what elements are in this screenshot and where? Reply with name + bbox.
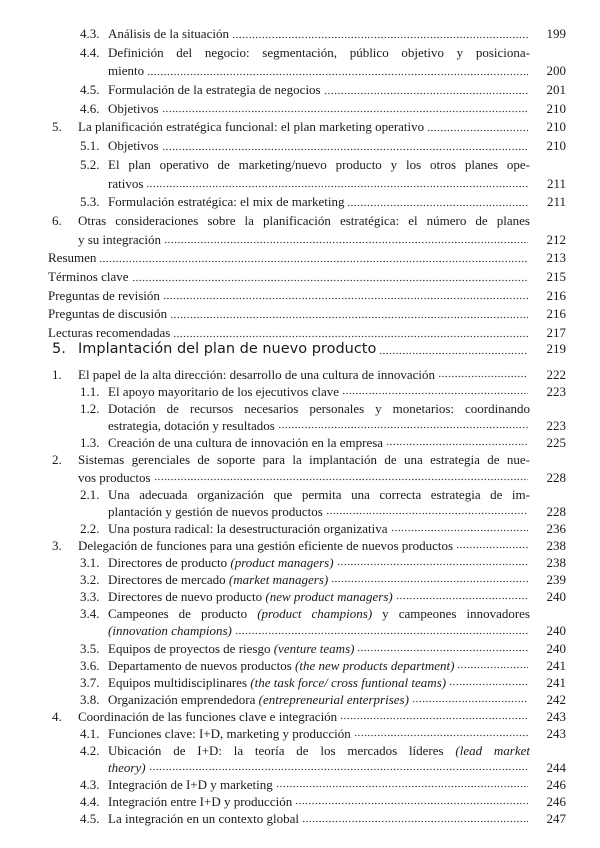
- toc-entry[interactable]: [0, 640, 600, 657]
- entry-title: Objetivos: [108, 100, 159, 116]
- entry-page-number: 243: [546, 708, 566, 724]
- entry-title: Sistemas gerenciales de soporte para la implantación de una estrategia de nue-: [78, 452, 530, 468]
- entry-page-number: 239: [546, 572, 566, 588]
- toc-entry[interactable]: [0, 383, 600, 400]
- dot-leader: [170, 305, 528, 319]
- entry-page-number: 236: [546, 520, 566, 536]
- entry-title: Ubicación de I+D: la teoría de los mercados líderes: [108, 743, 456, 759]
- entry-title: (lead market: [455, 743, 530, 759]
- dot-leader: [357, 640, 528, 652]
- entry-page-number: 210: [546, 119, 566, 135]
- entry-title: Equipos de proyectos de riesgo: [108, 640, 274, 656]
- entry-number: 4.6.: [80, 100, 100, 116]
- entry-number: 5.1.: [80, 138, 100, 154]
- entry-page-number: 216: [546, 287, 566, 303]
- entry-number: 3.4.: [80, 606, 100, 622]
- entry-page-number: 200: [546, 63, 566, 79]
- dot-leader: [164, 231, 528, 245]
- entry-number: 4.5.: [80, 82, 100, 98]
- entry-number: 3.2.: [80, 572, 100, 588]
- toc-entry[interactable]: [0, 588, 600, 605]
- dot-leader: [379, 338, 528, 355]
- toc-entry[interactable]: [0, 708, 600, 725]
- entry-page-number: 225: [546, 435, 566, 451]
- dot-leader: [278, 417, 528, 429]
- dot-leader: [147, 62, 528, 76]
- entry-page-number: 244: [546, 760, 566, 776]
- entry-number: 3.8.: [80, 691, 100, 707]
- entry-title: Campeones de producto: [108, 606, 258, 622]
- dot-leader: [154, 469, 528, 481]
- dot-leader: [354, 725, 528, 737]
- dot-leader: [386, 434, 528, 446]
- entry-title: Dotación de recursos necesarios personales y monetarios: coordinando: [108, 401, 530, 417]
- dot-leader: [232, 25, 528, 39]
- entry-page-number: 238: [546, 555, 566, 571]
- toc-entry-continuation[interactable]: [0, 469, 600, 486]
- dot-leader: [295, 793, 528, 805]
- entry-title: Departamento de nuevos productos: [108, 657, 296, 673]
- toc-section-bottom: [0, 366, 600, 828]
- dot-leader: [162, 100, 528, 114]
- entry-page-number: 217: [546, 325, 566, 340]
- entry-title: Directores de mercado: [108, 572, 229, 588]
- toc-section-top: [0, 25, 600, 343]
- entry-title: Una adecuada organización que permita una correcta estrategia de im-: [108, 486, 530, 502]
- toc-entry-continuation[interactable]: [0, 231, 600, 250]
- entry-number: 3.6.: [80, 657, 100, 673]
- entry-title: (market managers): [228, 572, 329, 588]
- toc-entry-continuation[interactable]: [0, 622, 600, 639]
- dot-leader: [396, 588, 528, 600]
- toc-entry[interactable]: [0, 793, 600, 810]
- toc-entry[interactable]: [0, 742, 600, 759]
- dot-leader: [337, 554, 528, 566]
- toc-entry-continuation[interactable]: [0, 417, 600, 434]
- toc-entry[interactable]: [0, 305, 600, 324]
- entry-page-number: 241: [546, 674, 566, 690]
- entry-title: Términos clave: [48, 268, 129, 284]
- dot-leader: [146, 175, 528, 189]
- entry-title: Organización emprendedora: [108, 691, 259, 707]
- entry-page-number: 215: [546, 268, 566, 284]
- toc-entry-continuation[interactable]: [0, 503, 600, 520]
- toc-entry[interactable]: [0, 25, 600, 44]
- dot-leader: [99, 249, 528, 263]
- entry-number: 2.: [52, 452, 62, 468]
- toc-entry[interactable]: [0, 486, 600, 503]
- entry-title: El plan operativo de marketing/nuevo producto y los otros planes ope-: [108, 156, 530, 172]
- entry-title: Objetivos: [108, 138, 159, 154]
- dot-leader: [132, 268, 529, 282]
- toc-entry[interactable]: [0, 212, 600, 231]
- entry-title: El apoyo mayoritario de los ejecutivos clave: [108, 384, 340, 400]
- toc-entry[interactable]: [0, 287, 600, 306]
- entry-title: Resumen: [48, 250, 97, 266]
- toc-entry-continuation[interactable]: [0, 175, 600, 194]
- toc-entry[interactable]: [0, 605, 600, 622]
- entry-number: 4.1.: [80, 725, 100, 741]
- entry-page-number: 228: [546, 503, 566, 519]
- entry-number: 3.5.: [80, 640, 100, 656]
- toc-entry[interactable]: [0, 554, 600, 571]
- entry-title: theory): [108, 760, 146, 776]
- toc-entry[interactable]: [0, 81, 600, 100]
- entry-number: 4.3.: [80, 777, 100, 793]
- entry-title: (entrepreneurial enterprises): [258, 691, 409, 707]
- entry-number: 4.5.: [80, 811, 100, 827]
- entry-number: 3.7.: [80, 674, 100, 690]
- entry-title: rativos: [108, 175, 144, 191]
- entry-title: La integración en un contexto global: [108, 811, 299, 827]
- entry-number: 1.: [52, 367, 62, 382]
- entry-title: (product champions): [257, 606, 373, 622]
- entry-page-number: 240: [546, 623, 566, 639]
- entry-number: 4.3.: [80, 26, 100, 41]
- entry-page-number: 240: [546, 589, 566, 605]
- entry-title: Otras consideraciones sobre la planificación estratégica: el número de planes: [78, 212, 530, 228]
- toc-entry[interactable]: [0, 537, 600, 554]
- dot-leader: [457, 657, 528, 669]
- entry-title: (the task force/ cross funtional teams): [250, 674, 447, 690]
- dot-leader: [456, 537, 528, 549]
- toc-entry[interactable]: [0, 725, 600, 742]
- entry-title: (the new products department): [295, 657, 455, 673]
- toc-entry[interactable]: [0, 810, 600, 827]
- toc-entry[interactable]: [0, 137, 600, 156]
- entry-title: (product managers): [230, 555, 334, 571]
- entry-title: Formulación de la estrategia de negocios: [108, 82, 321, 98]
- entry-page-number: 201: [546, 82, 566, 98]
- chapter-page-number: 219: [546, 341, 566, 356]
- toc-entry[interactable]: [0, 249, 600, 268]
- toc-entry[interactable]: [0, 674, 600, 691]
- entry-number: 5.2.: [80, 156, 100, 172]
- entry-number: 1.1.: [80, 384, 100, 400]
- toc-entry[interactable]: [0, 366, 600, 383]
- entry-page-number: 211: [546, 175, 566, 191]
- entry-page-number: 240: [546, 640, 566, 656]
- dot-leader: [173, 324, 528, 338]
- dot-leader: [163, 287, 528, 301]
- toc-entry[interactable]: [0, 776, 600, 793]
- entry-page-number: 238: [546, 537, 566, 553]
- entry-page-number: 210: [546, 100, 566, 116]
- entry-number: 4.2.: [80, 743, 100, 759]
- entry-number: 4.: [52, 708, 62, 724]
- entry-title: Delegación de funciones para una gestión eficiente de nuevos productos: [78, 537, 454, 553]
- entry-title: Lecturas recomendadas: [48, 325, 171, 340]
- entry-title: Funciones clave: I+D, marketing y producción: [108, 725, 351, 741]
- toc-entry[interactable]: [0, 193, 600, 212]
- entry-title: y su integración: [78, 231, 162, 247]
- entry-page-number: 223: [546, 384, 566, 400]
- entry-page-number: 247: [546, 811, 566, 827]
- entry-number: 5.3.: [80, 194, 100, 210]
- toc-entry[interactable]: [0, 400, 600, 417]
- entry-number: 1.2.: [80, 401, 100, 417]
- entry-number: 4.4.: [80, 44, 100, 60]
- entry-title: Definición del negocio: segmentación, público objetivo y posiciona-: [108, 44, 530, 60]
- entry-page-number: 210: [546, 138, 566, 154]
- entry-number: 4.4.: [80, 794, 100, 810]
- entry-page-number: 246: [546, 794, 566, 810]
- entry-title: miento: [108, 63, 145, 79]
- dot-leader: [326, 503, 528, 515]
- dot-leader: [340, 708, 528, 720]
- toc-entry[interactable]: [0, 100, 600, 119]
- entry-title: Directores de nuevo producto: [108, 589, 266, 605]
- entry-number: 2.1.: [80, 486, 100, 502]
- dot-leader: [302, 810, 528, 822]
- dot-leader: [391, 520, 528, 532]
- entry-number: 3.: [52, 537, 62, 553]
- entry-title: Análisis de la situación: [108, 26, 229, 41]
- entry-number: 5.: [52, 119, 62, 135]
- entry-title: La planificación estratégica funcional: el plan marketing operativo: [78, 119, 425, 135]
- entry-title: vos productos: [78, 469, 151, 485]
- chapter-title: Implantación del plan de nuevo producto: [78, 341, 377, 357]
- toc-entry[interactable]: [0, 451, 600, 468]
- entry-number: 3.1.: [80, 555, 100, 571]
- entry-title: Integración entre I+D y producción: [108, 794, 293, 810]
- entry-title: Equipos multidisciplinares: [108, 674, 251, 690]
- dot-leader: [427, 118, 528, 132]
- entry-title: Una postura radical: la desestructuración organizativa: [108, 520, 388, 536]
- entry-page-number: 241: [546, 657, 566, 673]
- dot-leader: [149, 759, 528, 771]
- entry-page-number: 212: [546, 231, 566, 247]
- dot-leader: [449, 674, 528, 686]
- entry-title: Formulación estratégica: el mix de marketing: [108, 194, 345, 210]
- entry-title: El papel de la alta dirección: desarrollo de una cultura de innovación: [78, 367, 435, 382]
- entry-page-number: 222: [546, 367, 566, 382]
- toc-entry[interactable]: [0, 571, 600, 588]
- toc-entry[interactable]: [0, 657, 600, 674]
- chapter-heading[interactable]: [0, 338, 600, 360]
- toc-entry[interactable]: [0, 268, 600, 287]
- entry-page-number: 228: [546, 469, 566, 485]
- entry-title: Preguntas de revisión: [48, 287, 160, 303]
- dot-leader: [324, 81, 528, 95]
- toc-entry-continuation[interactable]: [0, 62, 600, 81]
- entry-title: Coordinación de las funciones clave e integración: [78, 708, 338, 724]
- dot-leader: [347, 193, 528, 207]
- dot-leader: [412, 691, 528, 703]
- entry-title: (innovation champions): [108, 623, 232, 639]
- entry-page-number: 223: [546, 418, 566, 434]
- entry-title: y campeones innovadores: [372, 606, 530, 622]
- entry-title: Preguntas de discusión: [48, 306, 168, 322]
- dot-leader: [235, 622, 528, 634]
- chapter-number: 5.: [52, 341, 66, 357]
- entry-number: 2.2.: [80, 520, 100, 536]
- toc-entry[interactable]: [0, 691, 600, 708]
- dot-leader: [331, 571, 528, 583]
- entry-number: 1.3.: [80, 435, 100, 451]
- entry-page-number: 213: [546, 250, 566, 266]
- toc-entry-continuation[interactable]: [0, 759, 600, 776]
- dot-leader: [276, 776, 528, 788]
- toc-entry[interactable]: [0, 434, 600, 451]
- dot-leader: [438, 366, 528, 378]
- entry-page-number: 199: [546, 26, 566, 41]
- entry-title: Directores de producto: [108, 555, 231, 571]
- entry-title: (new product managers): [265, 589, 393, 605]
- dot-leader: [342, 383, 528, 395]
- entry-title: estrategia, dotación y resultados: [108, 418, 275, 434]
- entry-number: 3.3.: [80, 589, 100, 605]
- toc-entry[interactable]: [0, 156, 600, 175]
- toc-entry[interactable]: [0, 44, 600, 63]
- dot-leader: [162, 137, 528, 151]
- entry-page-number: 211: [546, 194, 566, 210]
- entry-number: 6.: [52, 212, 62, 228]
- entry-title: plantación y gestión de nuevos productos: [108, 503, 323, 519]
- entry-page-number: 242: [546, 691, 566, 707]
- entry-page-number: 243: [546, 725, 566, 741]
- entry-title: (venture teams): [273, 640, 355, 656]
- entry-title: Integración de I+D y marketing: [108, 777, 273, 793]
- entry-title: Creación de una cultura de innovación en la empresa: [108, 435, 384, 451]
- toc-entry[interactable]: [0, 118, 600, 137]
- entry-page-number: 216: [546, 306, 566, 322]
- entry-page-number: 246: [546, 777, 566, 793]
- toc-entry[interactable]: [0, 520, 600, 537]
